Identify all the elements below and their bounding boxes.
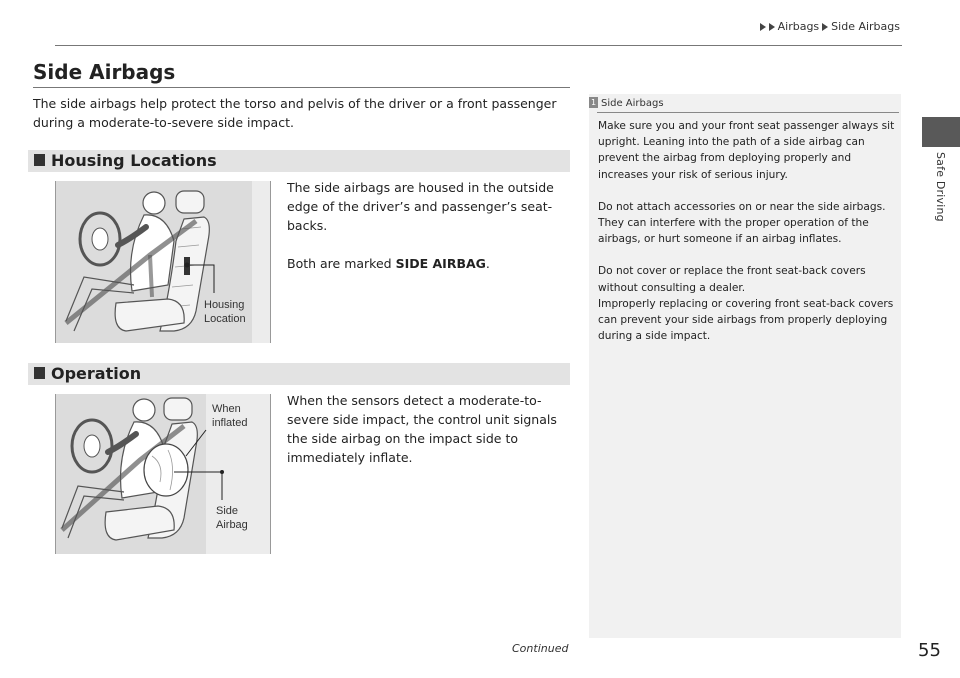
breadcrumb-airbags[interactable]: Airbags xyxy=(777,20,820,33)
note-number-icon: 1 xyxy=(590,98,597,107)
housing-text-1: The side airbags are housed in the outside edge of the driver’s and passenger’s seat-backs. xyxy=(287,180,554,233)
airbag-inflated-illustration xyxy=(55,394,271,554)
arrow-icon xyxy=(769,23,775,31)
continued-label: Continued xyxy=(512,642,569,655)
breadcrumb-side-airbags[interactable]: Side Airbags xyxy=(831,20,900,33)
callout-side-line2: Airbag xyxy=(216,519,248,531)
arrow-icon xyxy=(760,23,766,31)
note-rule xyxy=(597,112,899,113)
note-paragraph: Do not cover or replace the front seat-back covers without consulting a dealer. Improperly replacing or covering front seat-back covers can prevent your side airbags from properly deploying during a side impact. xyxy=(598,265,894,343)
operation-text: When the sensors detect a moderate-to-severe side impact, the control unit signals the side airbag on the impact side to immediately inflate. xyxy=(287,393,557,465)
header-rule xyxy=(55,45,902,46)
section-operation xyxy=(28,363,570,385)
title-rule xyxy=(33,87,570,88)
housing-text-2: Both are marked SIDE AIRBAG. xyxy=(287,256,490,271)
breadcrumb xyxy=(760,20,900,33)
callout-when-line1: When xyxy=(212,403,241,415)
chapter-tab-marker xyxy=(922,117,960,147)
section-square-icon xyxy=(34,367,45,379)
section-heading: Housing Locations xyxy=(51,151,217,170)
note-heading xyxy=(589,97,901,109)
callout-side-line1: Side xyxy=(216,505,239,517)
callout-when-line2: inflated xyxy=(212,417,248,429)
callout-housing-line1: Housing xyxy=(204,299,245,311)
section-heading: Operation xyxy=(51,364,142,383)
section-square-icon xyxy=(34,154,45,166)
page-number: 55 xyxy=(918,640,941,661)
side-airbag-marking: SIDE AIRBAG xyxy=(395,256,486,271)
arrow-icon xyxy=(822,23,828,31)
operation-body xyxy=(287,391,577,467)
callout-housing-line2: Location xyxy=(204,313,246,325)
note-body xyxy=(598,118,896,344)
section-housing-locations xyxy=(28,150,570,172)
note-title[interactable]: Side Airbags xyxy=(601,98,664,109)
intro-text: The side airbags help protect the torso and pelvis of the driver or a front passenger during a moderate-to-severe side impact. xyxy=(33,96,557,130)
chapter-label: Safe Driving xyxy=(934,152,947,222)
note-paragraph: Do not attach accessories on or near the side airbags. They can interfere with the proper operation of the airbags, or hurt someone if an airbag inflates. xyxy=(598,200,886,246)
page-title: Side Airbags xyxy=(33,60,176,84)
note-paragraph: Make sure you and your front seat passenger always sit upright. Leaning into the path of a side airbag can prevent the airbag from deploying properly and increases your risk of serious injury. xyxy=(598,120,895,181)
housing-location-illustration xyxy=(55,181,271,343)
housing-body xyxy=(287,178,577,273)
